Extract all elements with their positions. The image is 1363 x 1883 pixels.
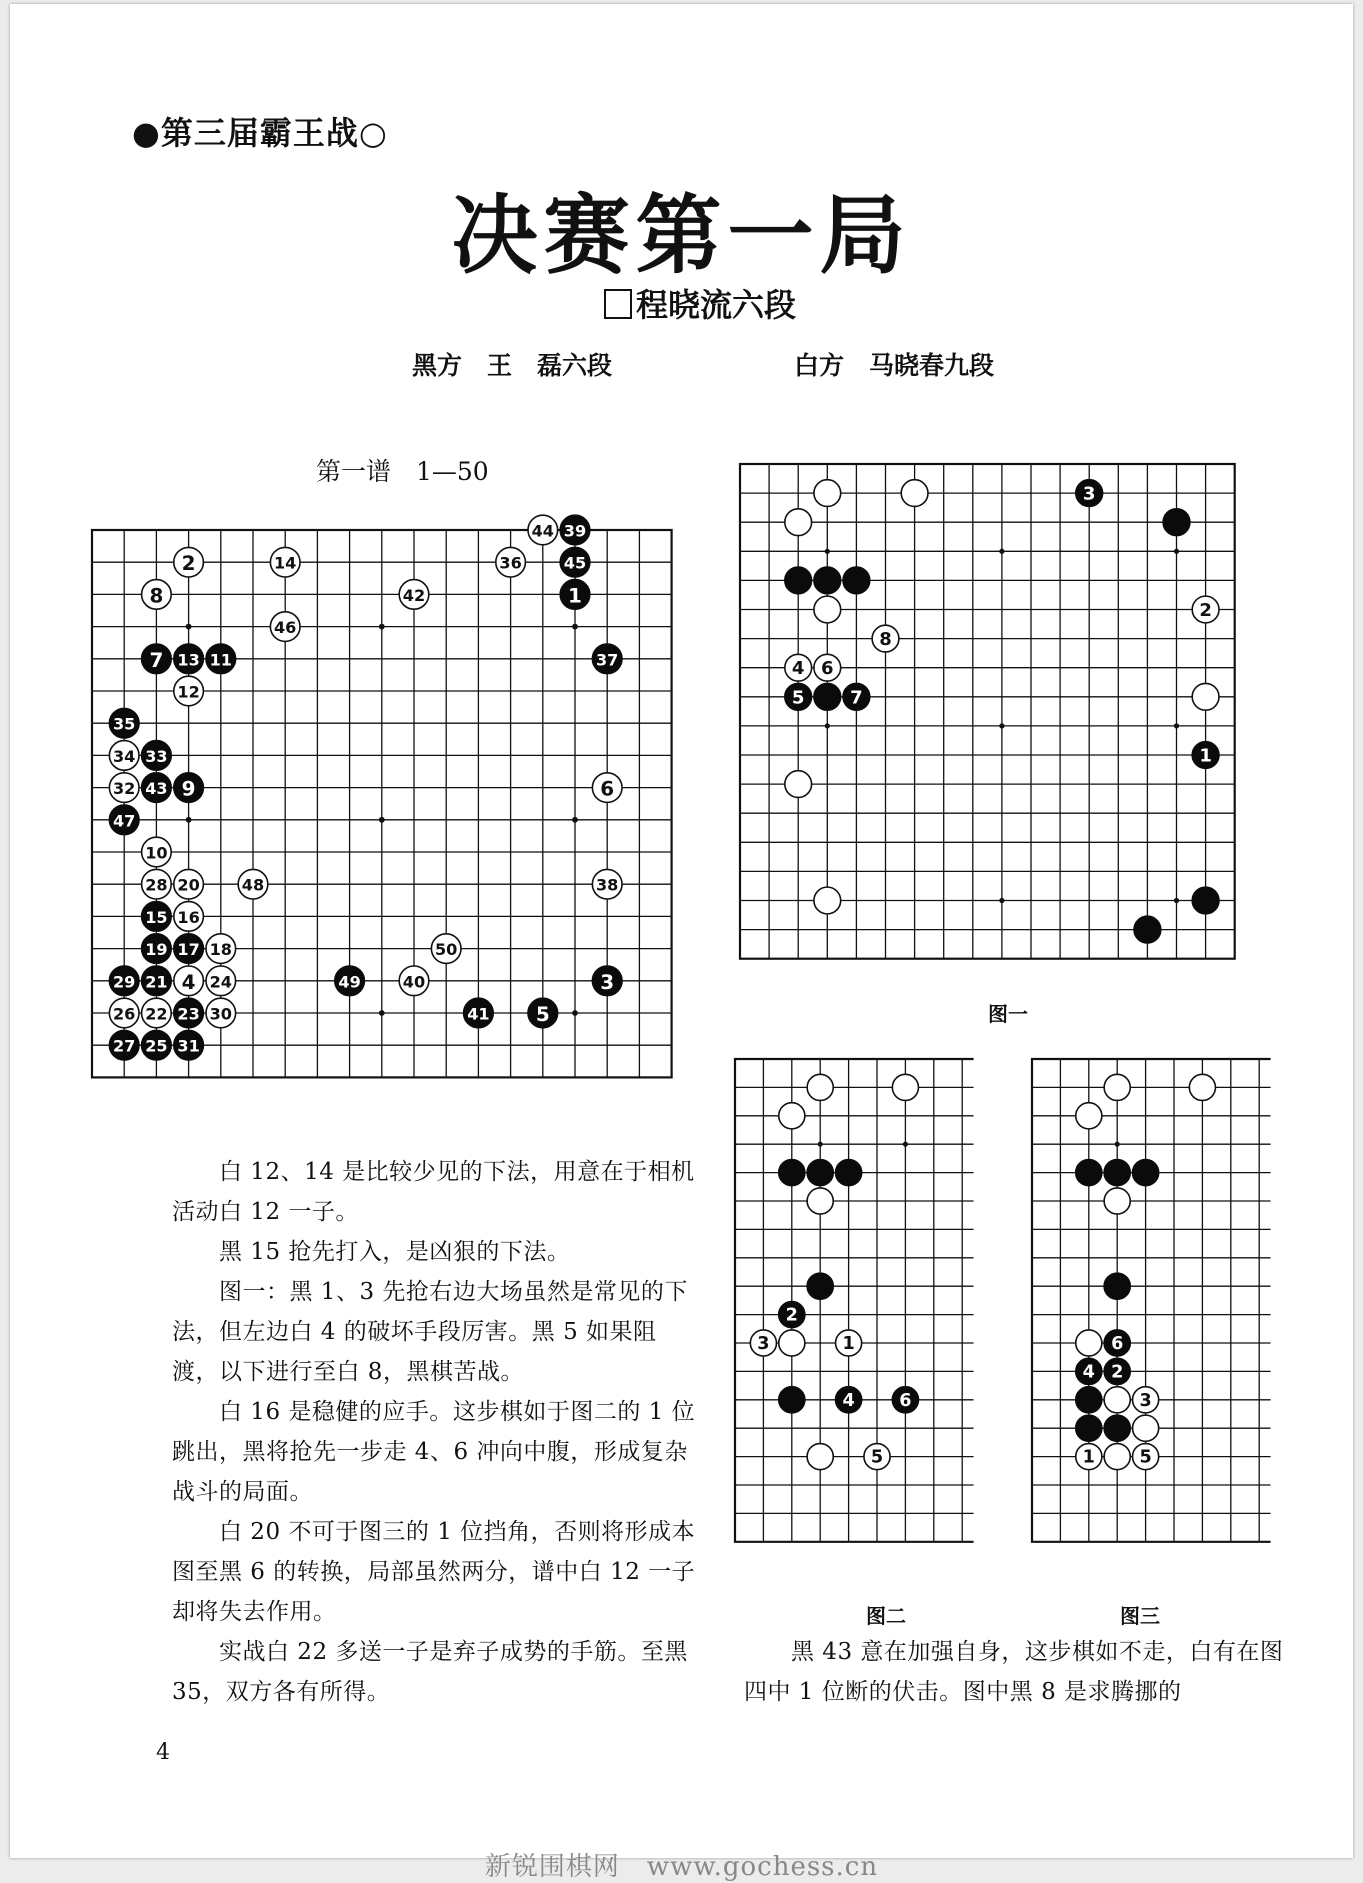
white-stone	[174, 966, 204, 996]
page-number: 4	[156, 1740, 170, 1765]
white-stone	[901, 480, 928, 507]
move-number: 6	[899, 1390, 912, 1411]
white-stone	[206, 998, 236, 1028]
move-number: 3	[600, 969, 615, 994]
black-stone	[464, 998, 494, 1028]
white-stone	[142, 869, 172, 899]
black-stone	[843, 683, 870, 710]
figure3-caption: 图三	[1120, 1604, 1160, 1628]
white-stone	[174, 547, 204, 577]
move-number: 34	[112, 746, 136, 766]
white-stone	[142, 837, 172, 867]
move-number: 22	[145, 1004, 168, 1024]
black-stone	[174, 998, 204, 1028]
black-stone	[785, 683, 812, 710]
star-point	[379, 624, 385, 630]
white-player: 白方 马晓春九段	[794, 351, 995, 380]
black-stone	[1104, 1358, 1130, 1384]
white-stone	[174, 902, 204, 932]
move-number: 28	[145, 875, 168, 895]
black-stone	[109, 805, 139, 835]
move-number: 48	[241, 875, 265, 895]
move-number: 44	[531, 521, 555, 541]
move-number: 23	[177, 1004, 200, 1024]
white-stone	[270, 612, 300, 642]
move-number: 15	[145, 907, 168, 927]
white-stone	[1192, 683, 1219, 710]
move-number: 17	[177, 940, 200, 960]
black-stone	[560, 580, 590, 610]
spectrum-label: 第一谱 1—50	[316, 457, 489, 486]
white-stone	[206, 966, 236, 996]
white-stone	[814, 596, 841, 623]
white-stone	[528, 515, 558, 545]
move-number: 40	[402, 972, 426, 992]
author-box-icon	[604, 289, 632, 319]
star-point	[1115, 1142, 1120, 1147]
white-stone	[807, 1444, 833, 1470]
move-number: 39	[563, 521, 587, 541]
star-point	[572, 624, 578, 630]
white-stone	[109, 741, 139, 771]
white-stone	[238, 869, 268, 899]
move-number: 2	[1111, 1362, 1124, 1383]
white-stone	[785, 654, 812, 681]
white-stone	[1104, 1188, 1130, 1214]
move-number: 5	[1139, 1447, 1152, 1468]
black-stone	[335, 966, 365, 996]
black-stone	[1163, 509, 1190, 536]
black-player: 黑方 王 磊六段	[412, 351, 613, 380]
black-stone	[814, 683, 841, 710]
black-stone	[1076, 1387, 1102, 1413]
black-stone	[174, 1030, 204, 1060]
white-stone	[807, 1188, 833, 1214]
star-point	[825, 723, 830, 728]
black-stone	[843, 567, 870, 594]
black-stone	[142, 644, 172, 674]
white-stone	[814, 887, 841, 914]
figure2-caption: 图二	[866, 1604, 906, 1628]
white-stone	[1076, 1330, 1102, 1356]
white-stone	[864, 1444, 890, 1470]
figure2-board	[733, 1057, 985, 1579]
move-number: 5	[791, 687, 805, 709]
move-number: 45	[563, 553, 587, 573]
paragraph: 白 12、14 是比较少见的下法，用意在于相机活动白 12 一子。	[172, 1159, 695, 1225]
move-number: 47	[112, 811, 136, 831]
black-stone	[174, 644, 204, 674]
move-number: 25	[145, 1036, 168, 1056]
black-stone	[836, 1387, 862, 1413]
black-stone	[1076, 1415, 1102, 1441]
star-point	[1174, 898, 1179, 903]
black-stone	[836, 1160, 862, 1186]
move-number: 5	[535, 1002, 550, 1026]
white-stone	[814, 654, 841, 681]
series-title: ●第三届霸王战○	[132, 114, 388, 152]
move-number: 6	[821, 658, 834, 680]
move-number: 5	[870, 1447, 884, 1468]
star-point	[903, 1142, 908, 1147]
move-number: 4	[1082, 1362, 1095, 1383]
white-stone	[1104, 1387, 1130, 1413]
black-stone	[1192, 742, 1219, 769]
black-stone	[142, 966, 172, 996]
game-record-board	[90, 521, 674, 1112]
black-stone	[779, 1160, 805, 1186]
star-point	[999, 549, 1004, 554]
black-stone	[142, 741, 172, 771]
paragraph: 图一：黑 1、3 先抢右边大场虽然是常见的下法，但左边白 4 的破坏手段厉害。黑 5 如果阻渡，以下进行至白 8，黑棋苦战。	[172, 1279, 688, 1385]
move-number: 2	[181, 551, 196, 576]
page-title: 决赛第一局	[451, 185, 912, 286]
star-point	[1174, 549, 1179, 554]
white-stone	[592, 773, 622, 803]
move-number: 46	[273, 618, 297, 638]
move-number: 29	[112, 972, 136, 992]
white-stone	[779, 1330, 805, 1356]
black-stone	[807, 1160, 833, 1186]
star-point	[186, 624, 192, 630]
move-number: 20	[177, 875, 200, 895]
move-number: 31	[177, 1036, 200, 1056]
star-point	[818, 1142, 823, 1147]
black-stone	[814, 567, 841, 594]
author-line	[604, 280, 796, 326]
star-point	[186, 817, 192, 823]
author-name: 程晓流六段	[636, 286, 797, 324]
white-stone	[1133, 1387, 1159, 1413]
white-stone	[174, 676, 204, 706]
move-number: 8	[879, 629, 892, 651]
move-number: 19	[145, 940, 168, 960]
black-stone	[109, 966, 139, 996]
move-number: 14	[273, 553, 297, 573]
black-stone	[592, 966, 622, 996]
move-number: 4	[791, 658, 805, 680]
move-number: 12	[177, 682, 200, 702]
white-stone	[1076, 1103, 1102, 1129]
white-stone	[270, 547, 300, 577]
white-stone	[431, 934, 461, 964]
white-stone	[1104, 1074, 1130, 1100]
black-stone	[1104, 1330, 1130, 1356]
move-number: 10	[145, 843, 168, 863]
black-stone	[1192, 887, 1219, 914]
black-stone	[528, 998, 558, 1028]
board-edge	[740, 464, 1235, 959]
move-number: 16	[177, 907, 200, 927]
figure1-board	[738, 462, 1258, 982]
white-stone	[142, 998, 172, 1028]
black-stone	[1076, 1160, 1102, 1186]
move-number: 9	[181, 776, 196, 801]
black-stone	[1076, 1358, 1102, 1384]
star-point	[825, 549, 830, 554]
star-point	[999, 723, 1004, 728]
move-number: 30	[209, 1004, 233, 1024]
move-number: 42	[402, 585, 426, 605]
move-number: 26	[112, 1004, 136, 1024]
white-stone	[1133, 1415, 1159, 1441]
black-stone	[142, 902, 172, 932]
star-point	[1174, 723, 1179, 728]
move-number: 4	[842, 1390, 855, 1411]
white-stone	[785, 771, 812, 798]
white-stone	[807, 1074, 833, 1100]
move-number: 41	[467, 1004, 490, 1024]
white-stone	[399, 580, 429, 610]
star-point	[572, 817, 578, 823]
move-number: 7	[850, 687, 863, 709]
white-stone	[779, 1103, 805, 1129]
paragraph: 白 16 是稳健的应手。这步棋如于图二的 1 位跳出，黑将抢先一步走 4、6 冲向中腹，形成复杂战斗的局面。	[172, 1399, 696, 1505]
star-point	[379, 817, 385, 823]
white-stone	[592, 869, 622, 899]
move-number: 1	[842, 1334, 855, 1354]
black-stone	[1104, 1273, 1130, 1299]
white-stone	[1189, 1074, 1215, 1100]
white-stone	[785, 509, 812, 536]
commentary-right: 黑 43 意在加强自身，这步棋如不走，白有在图四中 1 位断的伏击。图中黑 8 是求腾挪的	[744, 1639, 1284, 1705]
white-stone	[496, 547, 526, 577]
black-stone	[560, 515, 590, 545]
move-number: 2	[785, 1305, 798, 1326]
white-stone	[892, 1074, 918, 1100]
black-stone	[1104, 1160, 1130, 1186]
black-stone	[1134, 916, 1161, 943]
black-stone	[1133, 1160, 1159, 1186]
move-number: 27	[112, 1036, 136, 1056]
move-number: 8	[149, 583, 164, 608]
white-stone	[814, 480, 841, 507]
move-number: 11	[209, 650, 233, 670]
white-stone	[206, 934, 236, 964]
black-stone	[785, 567, 812, 594]
black-stone	[892, 1387, 918, 1413]
star-point	[572, 1010, 578, 1016]
paragraph: 白 20 不可于图三的 1 位挡角，否则将形成本图至黑 6 的转换，局部虽然两分，谱中白 12 一子却将失去作用。	[172, 1519, 696, 1625]
star-point	[999, 898, 1004, 903]
move-number: 33	[145, 746, 168, 766]
black-stone	[807, 1273, 833, 1299]
black-stone	[174, 773, 204, 803]
white-stone	[1133, 1444, 1159, 1470]
black-stone	[779, 1302, 805, 1328]
move-number: 7	[149, 647, 164, 672]
white-stone	[109, 998, 139, 1028]
move-number: 1	[568, 583, 582, 608]
figure1-caption: 图一	[988, 1002, 1028, 1026]
white-stone	[174, 869, 204, 899]
move-number: 50	[434, 940, 458, 960]
move-number: 1	[1082, 1447, 1095, 1468]
white-stone	[109, 773, 139, 803]
move-number: 32	[112, 779, 136, 799]
black-stone	[109, 708, 139, 738]
move-number: 24	[209, 972, 233, 992]
paragraph: 黑 15 抢先打入，是凶狠的下法。	[172, 1239, 571, 1265]
move-number: 4	[181, 969, 196, 994]
paragraph: 实战白 22 多送一子是弃子成势的手筋。至黑 35，双方各有所得。	[172, 1639, 688, 1705]
move-number: 3	[1139, 1390, 1152, 1411]
figure3-board	[1030, 1057, 1282, 1579]
board-edge	[735, 1059, 974, 1542]
black-stone	[1104, 1415, 1130, 1441]
star-point	[379, 1010, 385, 1016]
move-number: 35	[112, 714, 136, 734]
white-stone	[142, 580, 172, 610]
black-stone	[142, 773, 172, 803]
white-stone	[399, 966, 429, 996]
move-number: 43	[145, 779, 168, 799]
black-stone	[560, 547, 590, 577]
white-stone	[1104, 1444, 1130, 1470]
move-number: 37	[595, 650, 619, 670]
move-number: 18	[209, 940, 233, 960]
black-stone	[142, 1030, 172, 1060]
move-number: 3	[1082, 483, 1096, 505]
black-stone	[206, 644, 236, 674]
move-number: 13	[177, 650, 200, 670]
site-watermark: 新锐围棋网 www.gochess.cn	[484, 1852, 879, 1882]
white-stone	[1076, 1444, 1102, 1470]
move-number: 1	[1199, 745, 1212, 767]
move-number: 6	[1111, 1334, 1124, 1354]
move-number: 3	[757, 1334, 770, 1354]
black-stone	[174, 934, 204, 964]
move-number: 21	[145, 972, 168, 992]
commentary-left	[172, 1152, 700, 1712]
move-number: 2	[1199, 600, 1212, 621]
white-stone	[750, 1330, 776, 1356]
black-stone	[109, 1030, 139, 1060]
white-stone	[1192, 596, 1219, 623]
board-edge	[1032, 1059, 1271, 1542]
move-number: 6	[600, 776, 615, 801]
white-stone	[836, 1330, 862, 1356]
black-stone	[592, 644, 622, 674]
black-stone	[779, 1387, 805, 1413]
black-stone	[142, 934, 172, 964]
move-number: 49	[338, 972, 361, 992]
move-number: 38	[595, 875, 619, 895]
move-number: 36	[499, 553, 522, 573]
white-stone	[872, 625, 899, 652]
black-stone	[1076, 480, 1103, 507]
